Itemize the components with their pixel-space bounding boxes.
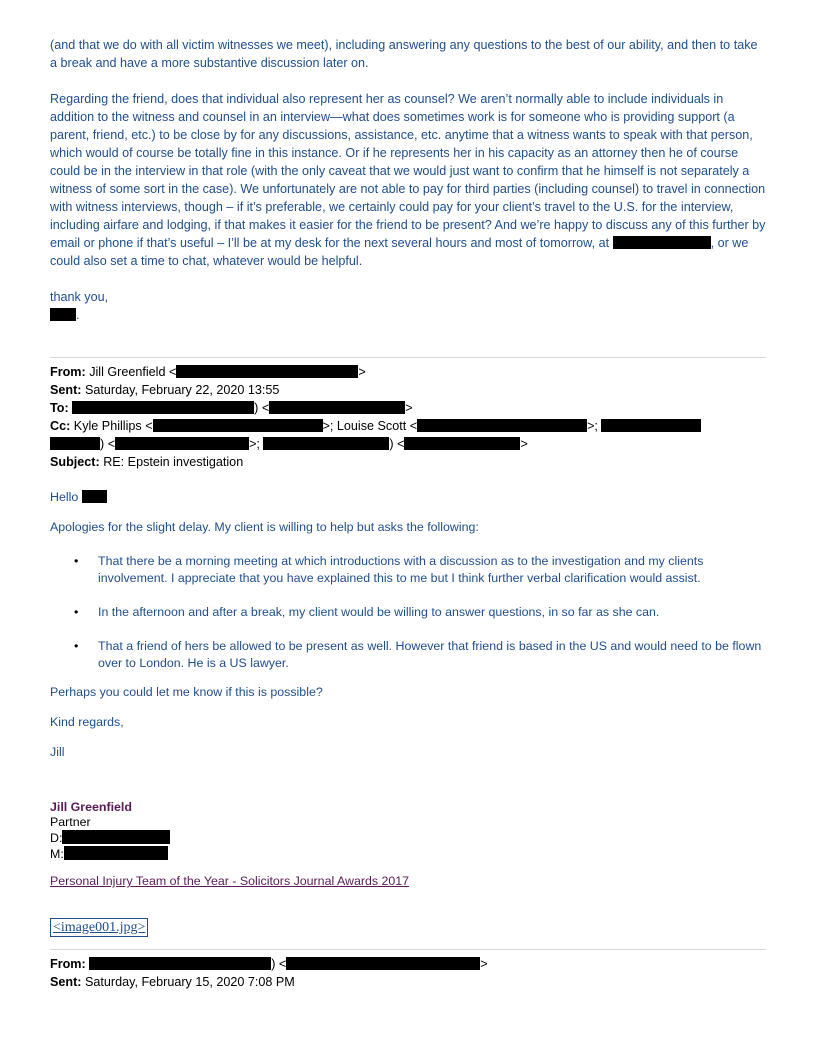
email1-cc-label: Cc: (50, 419, 71, 433)
email1-kind-regards: Kind regards, (50, 715, 124, 729)
signature-mobile-line (50, 846, 766, 862)
email1-cc-close: > (520, 437, 528, 451)
redacted-cc-name-4 (263, 437, 389, 450)
email1-to-row (50, 399, 766, 417)
email1-sent-value: Saturday, February 22, 2020 13:55 (84, 383, 280, 397)
email1-sent-label: Sent: (50, 383, 82, 397)
reply-signer-period: . (76, 308, 80, 322)
redacted-cc-address-4 (404, 437, 520, 450)
reply-paragraph-1: (and that we do with all victim witnesses we meet), including answering any questions to the best of our ability, and then to take a break and have a more substantive discussion later on. (50, 38, 758, 70)
email1-closing-question: Perhaps you could let me know if this is possible? (50, 685, 323, 699)
email1-to-label: To: (50, 401, 69, 415)
award-link[interactable]: Personal Injury Team of the Year - Solicitors Journal Awards 2017 (50, 874, 410, 888)
email1-from-close: > (358, 365, 366, 379)
signature-m-label: M: (50, 847, 64, 861)
email2-from-row (50, 955, 766, 973)
email2-header (50, 955, 766, 991)
signature-name: Jill Greenfield (50, 800, 132, 814)
redacted-phone (613, 236, 711, 249)
email1-greeting (50, 489, 766, 506)
request-item-2: In the afternoon and after a break, my client would be willing to answer questions, in so far as she can. (98, 605, 660, 619)
redacted-mobile-number (64, 846, 168, 860)
redacted-cc-address-3 (115, 437, 249, 450)
reply-signer (50, 306, 766, 324)
email1-header (50, 363, 766, 471)
email2-from-close: > (480, 957, 488, 971)
redacted-signer-name (50, 308, 76, 321)
image-attachment-link[interactable]: <image001.jpg> (50, 918, 148, 937)
redacted-direct-number (62, 830, 170, 844)
email1-subject-label: Subject: (50, 455, 100, 469)
email1-cc-sep-2: >; (249, 437, 260, 451)
email1-from-name: Jill Greenfield < (89, 365, 177, 379)
reply-thanks: thank you, (50, 290, 109, 304)
email1-subject-value: RE: Epstein investigation (103, 455, 244, 469)
email1-cc-row (50, 417, 766, 435)
request-item-3: That a friend of hers be allowed to be present as well. However that friend is based in the US and would need to be flown over to London. He is a US lawyer. (98, 639, 762, 670)
signature-title: Partner (50, 815, 91, 829)
email1-from-row (50, 363, 766, 381)
email1-intro: Apologies for the slight delay. My client is willing to help but asks the following: (50, 520, 479, 534)
reply-paragraph-2 (50, 90, 766, 270)
email2-sent-label: Sent: (50, 975, 82, 989)
redacted-greeting-name (82, 490, 107, 503)
bullet-icon: • (74, 605, 79, 619)
list-item (50, 604, 766, 621)
email1-cc-louise: >; Louise Scott < (322, 419, 418, 433)
email2-sent-row (50, 973, 766, 991)
redacted-cc-name-3 (601, 419, 701, 432)
email-document (50, 36, 766, 991)
email1-greeting-text: Hello (50, 490, 79, 504)
email2-from-label: From: (50, 957, 86, 971)
bullet-icon: • (74, 639, 79, 653)
email2-sent-value: Saturday, February 15, 2020 7:08 PM (84, 975, 295, 989)
redacted-email1-to-name (72, 401, 254, 414)
list-item (50, 638, 766, 672)
redacted-cc-name-3b (50, 437, 100, 450)
signature-direct-line (50, 830, 766, 846)
email1-signoff: Jill (50, 745, 65, 759)
email1-sent-row (50, 381, 766, 399)
email1-cc-row-2 (50, 435, 766, 453)
redacted-email1-from-address (176, 365, 358, 378)
email1-request-list (50, 553, 766, 672)
email2-from-mid: ) < (271, 957, 287, 971)
email1-subject-row (50, 453, 766, 471)
email1-to-close: > (405, 401, 413, 415)
reply-paragraph-2-tail: , or we could also set a time to chat, whatever would be helpful. (50, 236, 749, 268)
bullet-icon: • (74, 554, 79, 568)
email1-to-mid: ) < (254, 401, 270, 415)
redacted-email2-from-address (286, 957, 480, 970)
email1-cc-mid-3: ) < (100, 437, 116, 451)
email1-cc-mid-4: ) < (389, 437, 405, 451)
redacted-email1-to-address (269, 401, 405, 414)
signature-d-label: D: (50, 831, 63, 845)
redacted-email2-from-name (89, 957, 271, 970)
list-item (50, 553, 766, 587)
email1-from-label: From: (50, 365, 86, 379)
redacted-cc-address-1 (153, 419, 323, 432)
email1-cc-sep: >; (587, 419, 598, 433)
reply-paragraph-2-text: Regarding the friend, does that individual also represent her as counsel? We aren’t normally able to include individuals in addition to the witness and counsel in an interview—what does sometimes work is for someone who is providing support (a parent, friend, etc.) to be close by for any discussions, assistance, etc. anytime that a witness wants to speak with that person, which would of course be totally fine in this instance. Or if he represents her in his capacity as an attorney then he of course could be in the interview in that role (with the only caveat that we would just want to confirm that he himself is not separately a witness of some sort in the case). We unfortunately are not able to pay for third parties (including counsel) to travel in connection with witness interviews, though – if it’s preferable, we certainly could pay for your client’s travel to the U.S. for the interview, including airfare and lodging, if that makes it easier for the friend to be present? And we’re happy to discuss any of this further by email or phone if that’s useful – I’ll be at my desk for the next several hours and most of tomorrow, at (50, 92, 766, 250)
redacted-cc-address-2 (417, 419, 587, 432)
email1-cc-kyle: Kyle Phillips < (73, 419, 153, 433)
request-item-1: That there be a morning meeting at which introductions with a discussion as to the investigation and my clients involvement. I appreciate that you have explained this to me but I think further verbal clarification would assist. (98, 554, 704, 585)
